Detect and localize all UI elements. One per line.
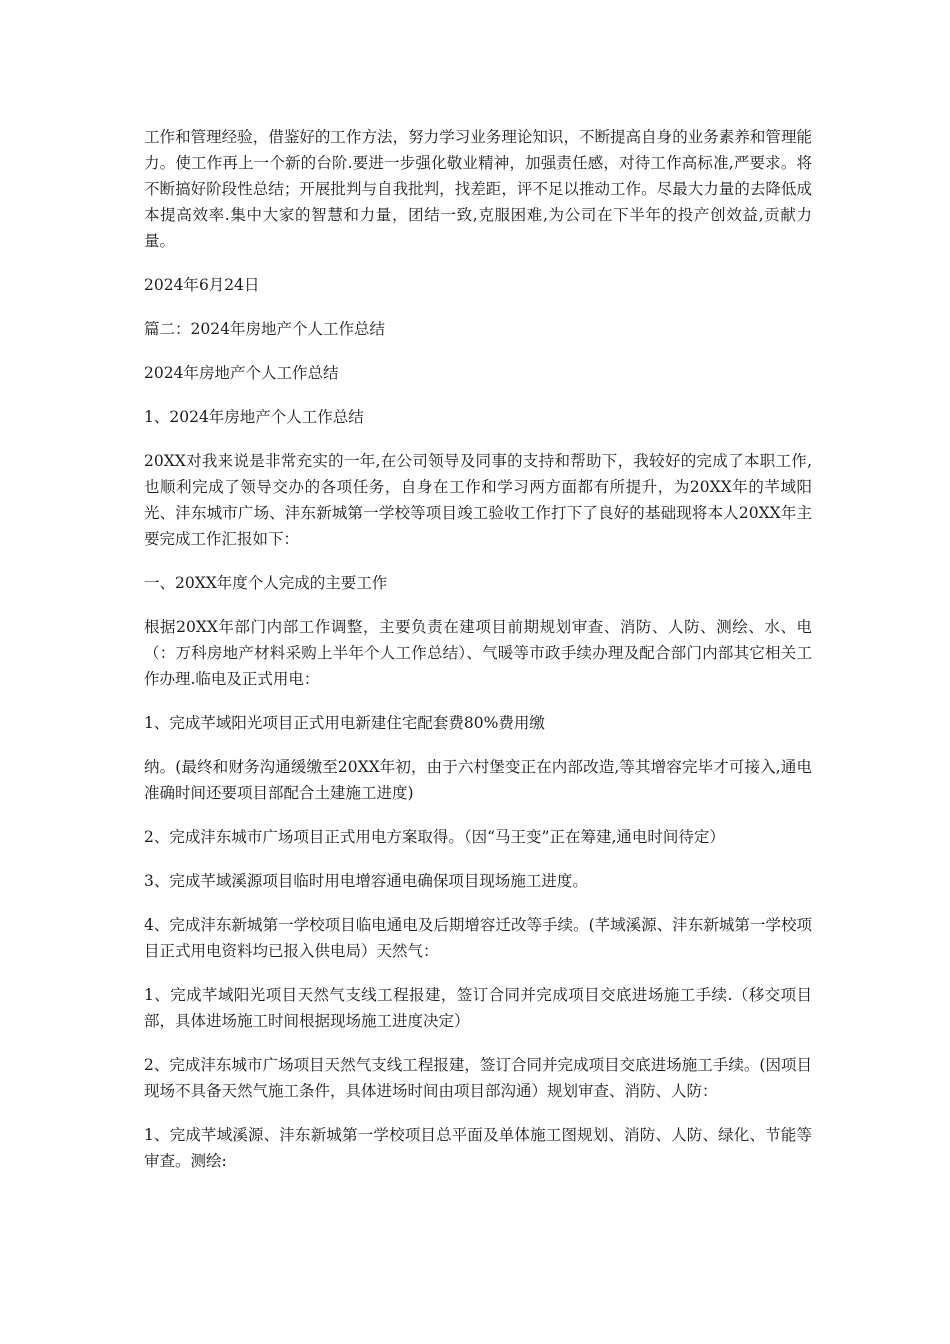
document-title: 2024年房地产个人工作总结 bbox=[144, 364, 339, 382]
list-item: 3、完成芊域溪源项目临时用电增容通电确保项目现场施工进度。 bbox=[144, 872, 588, 890]
list-item: 2、完成沣东城市广场项目正式用电方案取得。（因“马王变”正在筹建,通电时间待定） bbox=[144, 828, 725, 846]
list-item: 4、完成沣东新城第一学校项目临电通电及后期增容迁改等手续。(芊域溪源、沣东新城第一学校项目正式用电资料均已报入供电局）天然气： bbox=[144, 916, 812, 960]
section-heading: 篇二：2024年房地产个人工作总结 bbox=[144, 320, 385, 338]
date-line: 2024年6月24日 bbox=[144, 276, 260, 294]
list-item: 1、完成芊域阳光项目正式用电新建住宅配套费80%费用缴 bbox=[144, 714, 545, 732]
document-body bbox=[144, 124, 812, 1192]
subtitle-line: 1、2024年房地产个人工作总结 bbox=[144, 408, 364, 426]
paragraph-responsibilities: 根据20XX年部门内部工作调整，主要负责在建项目前期规划审查、消防、人防、测绘、水、电（：万科房地产材料采购上半年个人工作总结）、气暖等市政手续办理及配合部门内部其它相关工作办理.临电及正式用电： bbox=[144, 618, 812, 688]
list-item: 2、完成沣东城市广场项目天然气支线工程报建，签订合同并完成项目交底进场施工手续。(因项目现场不具备天然气施工条件，具体进场时间由项目部沟通）规划审查、消防、人防： bbox=[144, 1056, 812, 1100]
list-item: 纳。(最终和财务沟通缓缴至20XX年初，由于六村堡变正在内部改造,等其增容完毕才可接入,通电准确时间还要项目部配合土建施工进度) bbox=[144, 758, 812, 802]
paragraph-overview: 20XX对我来说是非常充实的一年,在公司领导及同事的支持和帮助下，我较好的完成了本职工作,也顺利完成了领导交办的各项任务，自身在工作和学习两方面都有所提升，为20XX年的芊域阳光、沣东城市广场、沣东新城第一学校等项目竣工验收工作打下了良好的基础现将本人20XX年主要完成工作汇报如下： bbox=[144, 452, 812, 548]
paragraph-intro: 工作和管理经验，借鉴好的工作方法，努力学习业务理论知识，不断提高自身的业务素养和管理能力。使工作再上一个新的台阶.要进一步强化敬业精神，加强责任感，对待工作高标准,严要求。将不断搞好阶段性总结；开展批判与自我批判，找差距，评不足以推动工作。尽最大力量的去降低成本提高效率.集中大家的智慧和力量，团结一致,克服困难,为公司在下半年的投产创效益,贡献力量。 bbox=[144, 128, 812, 250]
section-heading-main-work: 一、20XX年度个人完成的主要工作 bbox=[144, 574, 388, 592]
list-item: 1、完成芊域溪源、沣东新城第一学校项目总平面及单体施工图规划、消防、人防、绿化、节能等审查。测绘: bbox=[144, 1126, 812, 1170]
list-item: 1、完成芊域阳光项目天然气支线工程报建，签订合同并完成项目交底进场施工手续.（移交项目部，具体进场施工时间根据现场施工进度决定） bbox=[144, 986, 812, 1030]
